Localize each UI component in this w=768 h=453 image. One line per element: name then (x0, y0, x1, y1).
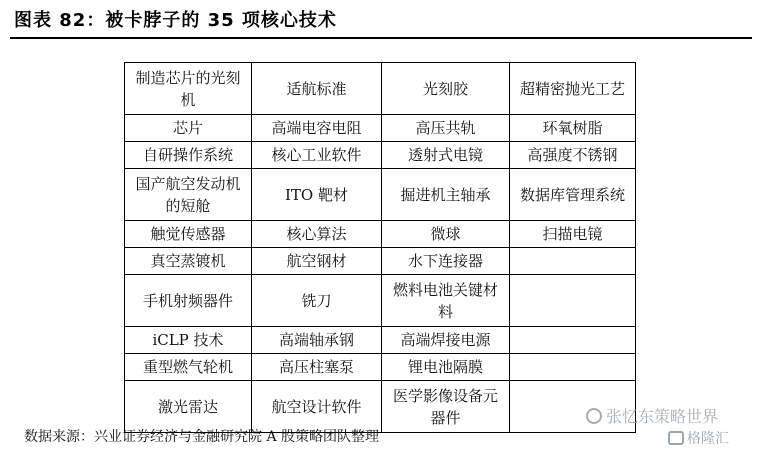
table-cell (510, 354, 636, 381)
table-cell: ITO 靶材 (252, 169, 382, 221)
table-cell: 航空设计软件 (252, 381, 382, 433)
table-cell: 适航标准 (252, 63, 382, 115)
table-cell: 高压柱塞泵 (252, 354, 382, 381)
table-cell: 触觉传感器 (125, 221, 252, 248)
table-cell: 制造芯片的光刻机 (125, 63, 252, 115)
table-cell: 透射式电镜 (382, 142, 510, 169)
table-cell: 航空钢材 (252, 248, 382, 275)
table-cell: 水下连接器 (382, 248, 510, 275)
table-cell: 扫描电镜 (510, 221, 636, 248)
source-note: 数据来源：兴业证券经济与金融研究院 A 股策略团队整理 (24, 429, 380, 445)
table-cell: 核心工业软件 (252, 142, 382, 169)
table-cell: 手机射频器件 (125, 275, 252, 327)
table-cell: 铣刀 (252, 275, 382, 327)
table-cell: 重型燃气轮机 (125, 354, 252, 381)
table-cell: 高端焊接电源 (382, 327, 510, 354)
table-row (125, 221, 636, 248)
table-cell: 医学影像设备元器件 (382, 381, 510, 433)
table-cell (510, 248, 636, 275)
table-cell: iCLP 技术 (125, 327, 252, 354)
table-cell: 芯片 (125, 115, 252, 142)
table-cell: 微球 (382, 221, 510, 248)
table-cell: 高端轴承钢 (252, 327, 382, 354)
wechat-icon (586, 408, 602, 424)
brand-label: 格隆汇 (687, 431, 729, 447)
table-cell: 锂电池隔膜 (382, 354, 510, 381)
table-cell: 燃料电池关键材料 (382, 275, 510, 327)
watermark (586, 404, 718, 427)
table-row (125, 63, 636, 115)
table-cell: 真空蒸镀机 (125, 248, 252, 275)
table-cell: 掘进机主轴承 (382, 169, 510, 221)
table-cell: 国产航空发动机的短舱 (125, 169, 252, 221)
figure-title: 图表 82：被卡脖子的 35 项核心技术 (14, 10, 337, 31)
table-cell: 数据库管理系统 (510, 169, 636, 221)
brand-logo-icon (668, 431, 684, 445)
table-cell (510, 275, 636, 327)
table-row (125, 169, 636, 221)
table-cell: 高端电容电阻 (252, 115, 382, 142)
table-row (125, 248, 636, 275)
table-row (125, 327, 636, 354)
table-cell: 激光雷达 (125, 381, 252, 433)
table-cell: 超精密抛光工艺 (510, 63, 636, 115)
title-divider (10, 37, 752, 39)
table-cell: 高强度不锈钢 (510, 142, 636, 169)
core-tech-table (124, 62, 636, 433)
table-cell: 光刻胶 (382, 63, 510, 115)
table-row (125, 275, 636, 327)
table-cell: 核心算法 (252, 221, 382, 248)
table-row (125, 115, 636, 142)
table-cell: 环氧树脂 (510, 115, 636, 142)
table-cell (510, 327, 636, 354)
watermark-label: 张忆东策略世界 (606, 407, 719, 426)
table-cell: 高压共轨 (382, 115, 510, 142)
table-cell: 自研操作系统 (125, 142, 252, 169)
table-row (125, 142, 636, 169)
brand-mark (668, 428, 729, 448)
table-row (125, 381, 636, 433)
table-row (125, 354, 636, 381)
